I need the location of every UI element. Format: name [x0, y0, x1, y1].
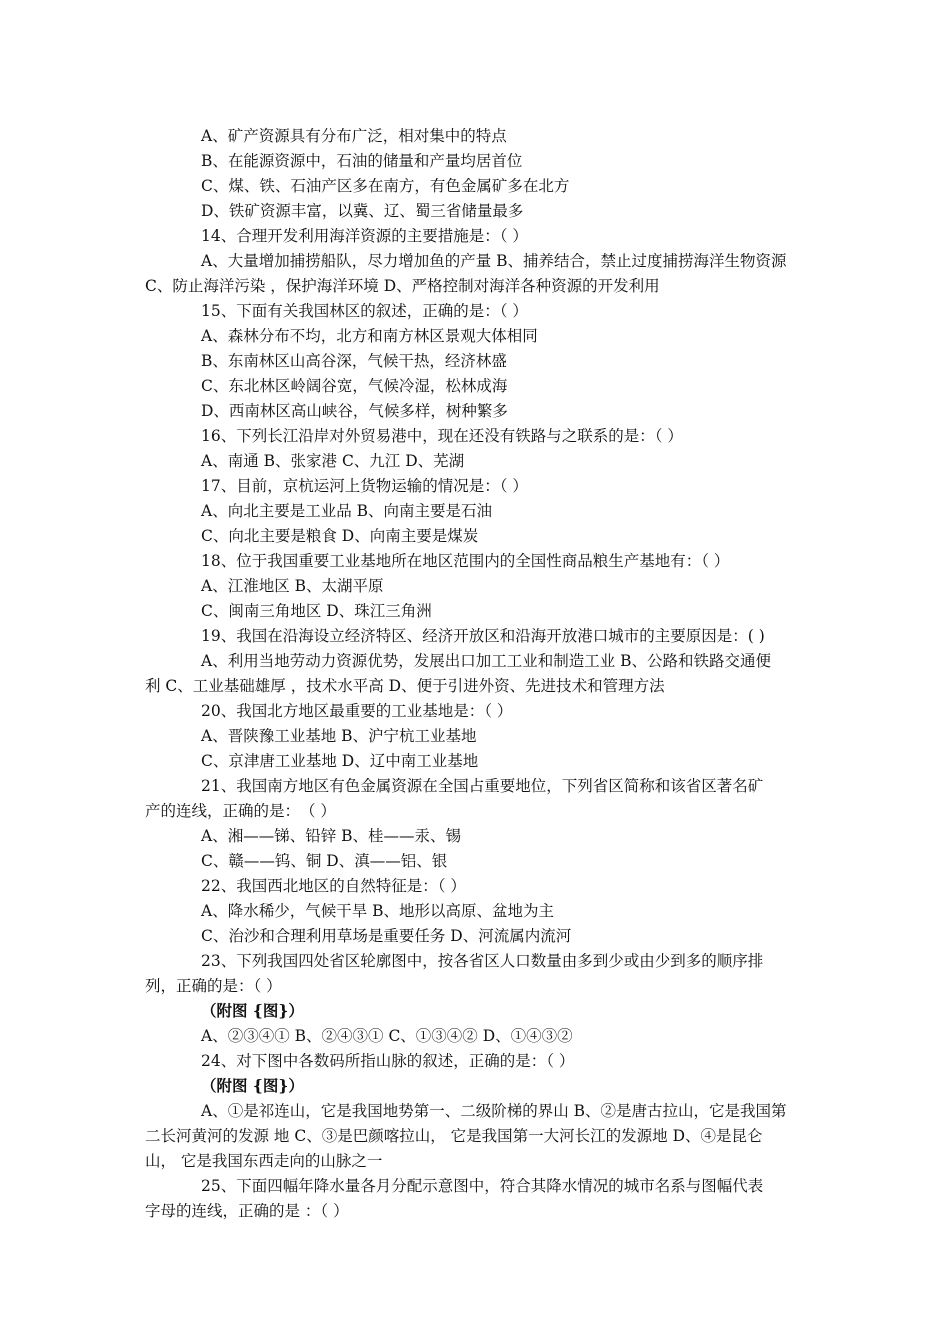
q24-options-line2: 二长河黄河的发源 地 C、③是巴颜喀拉山， 它是我国第一大河长江的发源地 D、④是昆仑 — [145, 1127, 763, 1145]
q25-stem-line1: 25、下面四幅年降水量各月分配示意图中，符合其降水情况的城市名系与图幅代表 — [201, 1177, 764, 1195]
q19-options-line1: A、利用当地劳动力资源优势，发展出口加工工业和制造工业 B、公路和铁路交通便 — [201, 652, 772, 670]
q24-options-line1: A、①是祁连山，它是我国地势第一、二级阶梯的界山 B、②是唐古拉山，它是我国第 — [201, 1102, 787, 1120]
q17-stem: 17、目前，京杭运河上货物运输的情况是：（ ） — [201, 477, 528, 495]
q22-options-ab: A、降水稀少，气候干旱 B、地形以高原、盆地为主 — [201, 902, 555, 920]
q19-options-line2: 利 C、工业基础雄厚 ，技术水平高 D、便于引进外资、先进技术和管理方法 — [145, 677, 665, 695]
q15-option-c: C、东北林区岭阔谷宽，气候冷湿，松林成海 — [201, 377, 508, 395]
q14-options-line2: C、防止海洋污染 ，保护海洋环境 D、严格控制对海洋各种资源的开发利用 — [145, 277, 660, 295]
q20-options-ab: A、晋陕豫工业基地 B、沪宁杭工业基地 — [201, 727, 477, 745]
q24-options-line3: 山， 它是我国东西走向的山脉之一 — [145, 1152, 383, 1170]
q15-option-b: B、东南林区山高谷深，气候干热，经济林盛 — [201, 352, 507, 370]
q13-option-d: D、铁矿资源丰富，以冀、辽、蜀三省储量最多 — [201, 202, 524, 220]
q16-options: A、南通 B、张家港 C、九江 D、芜湖 — [201, 452, 465, 470]
q22-options-cd: C、治沙和合理利用草场是重要任务 D、河流属内流河 — [201, 927, 572, 945]
q21-stem-line1: 21、我国南方地区有色金属资源在全国占重要地位，下列省区简称和该省区著名矿 — [201, 777, 764, 795]
q17-options-cd: C、向北主要是粮食 D、向南主要是煤炭 — [201, 527, 479, 545]
q18-stem: 18、位于我国重要工业基地所在地区范围内的全国性商品粮生产基地有：（ ） — [201, 552, 730, 570]
q21-options-ab: A、湘——锑、铅锌 B、桂——汞、锡 — [201, 827, 462, 845]
q16-stem: 16、下列长江沿岸对外贸易港中，现在还没有铁路与之联系的是：（ ） — [201, 427, 683, 445]
q18-options-cd: C、闽南三角地区 D、珠江三角洲 — [201, 602, 432, 620]
q20-options-cd: C、京津唐工业基地 D、辽中南工业基地 — [201, 752, 479, 770]
q21-stem-line2: 产的连线，正确的是： （ ） — [145, 802, 336, 820]
q18-options-ab: A、江淮地区 B、太湖平原 — [201, 577, 384, 595]
q13-option-a: A、矿产资源具有分布广泛，相对集中的特点 — [201, 127, 507, 145]
q17-options-ab: A、向北主要是工业品 B、向南主要是石油 — [201, 502, 493, 520]
q14-stem: 14、合理开发利用海洋资源的主要措施是：（ ） — [201, 227, 528, 245]
q23-options: A、②③④① B、②④③① C、①③④② D、①④③② — [201, 1027, 573, 1045]
q24-stem: 24、对下图中各数码所指山脉的叙述，正确的是：（ ） — [201, 1052, 575, 1070]
q23-stem-line2: 列，正确的是：（ ） — [145, 977, 282, 995]
q24-figure-placeholder: （附图 {图}） — [201, 1076, 304, 1095]
q15-option-a: A、森林分布不均，北方和南方林区景观大体相同 — [201, 327, 538, 345]
q20-stem: 20、我国北方地区最重要的工业基地是：（ ） — [201, 702, 513, 720]
q25-stem-line2: 字母的连线，正确的是 ：（ ） — [145, 1202, 349, 1220]
q13-option-c: C、煤、铁、石油产区多在南方，有色金属矿多在北方 — [201, 177, 570, 195]
q13-option-b: B、在能源资源中，石油的储量和产量均居首位 — [201, 152, 523, 170]
q14-options-line1: A、大量增加捕捞船队，尽力增加鱼的产量 B、捕养结合，禁止过度捕捞海洋生物资源 — [201, 252, 787, 270]
q21-options-cd: C、赣——钨、铜 D、滇——铝、银 — [201, 852, 448, 870]
q23-stem-line1: 23、下列我国四处省区轮廓图中，按各省区人口数量由多到少或由少到多的顺序排 — [201, 952, 764, 970]
q15-option-d: D、西南林区高山峡谷，气候多样，树种繁多 — [201, 402, 508, 420]
q19-stem: 19、我国在沿海设立经济特区、经济开放区和沿海开放港口城市的主要原因是：( ) — [201, 627, 765, 645]
q22-stem: 22、我国西北地区的自然特征是：（ ） — [201, 877, 466, 895]
q15-stem: 15、下面有关我国林区的叙述，正确的是：（ ） — [201, 302, 528, 320]
q23-figure-placeholder: （附图 {图}） — [201, 1001, 304, 1020]
